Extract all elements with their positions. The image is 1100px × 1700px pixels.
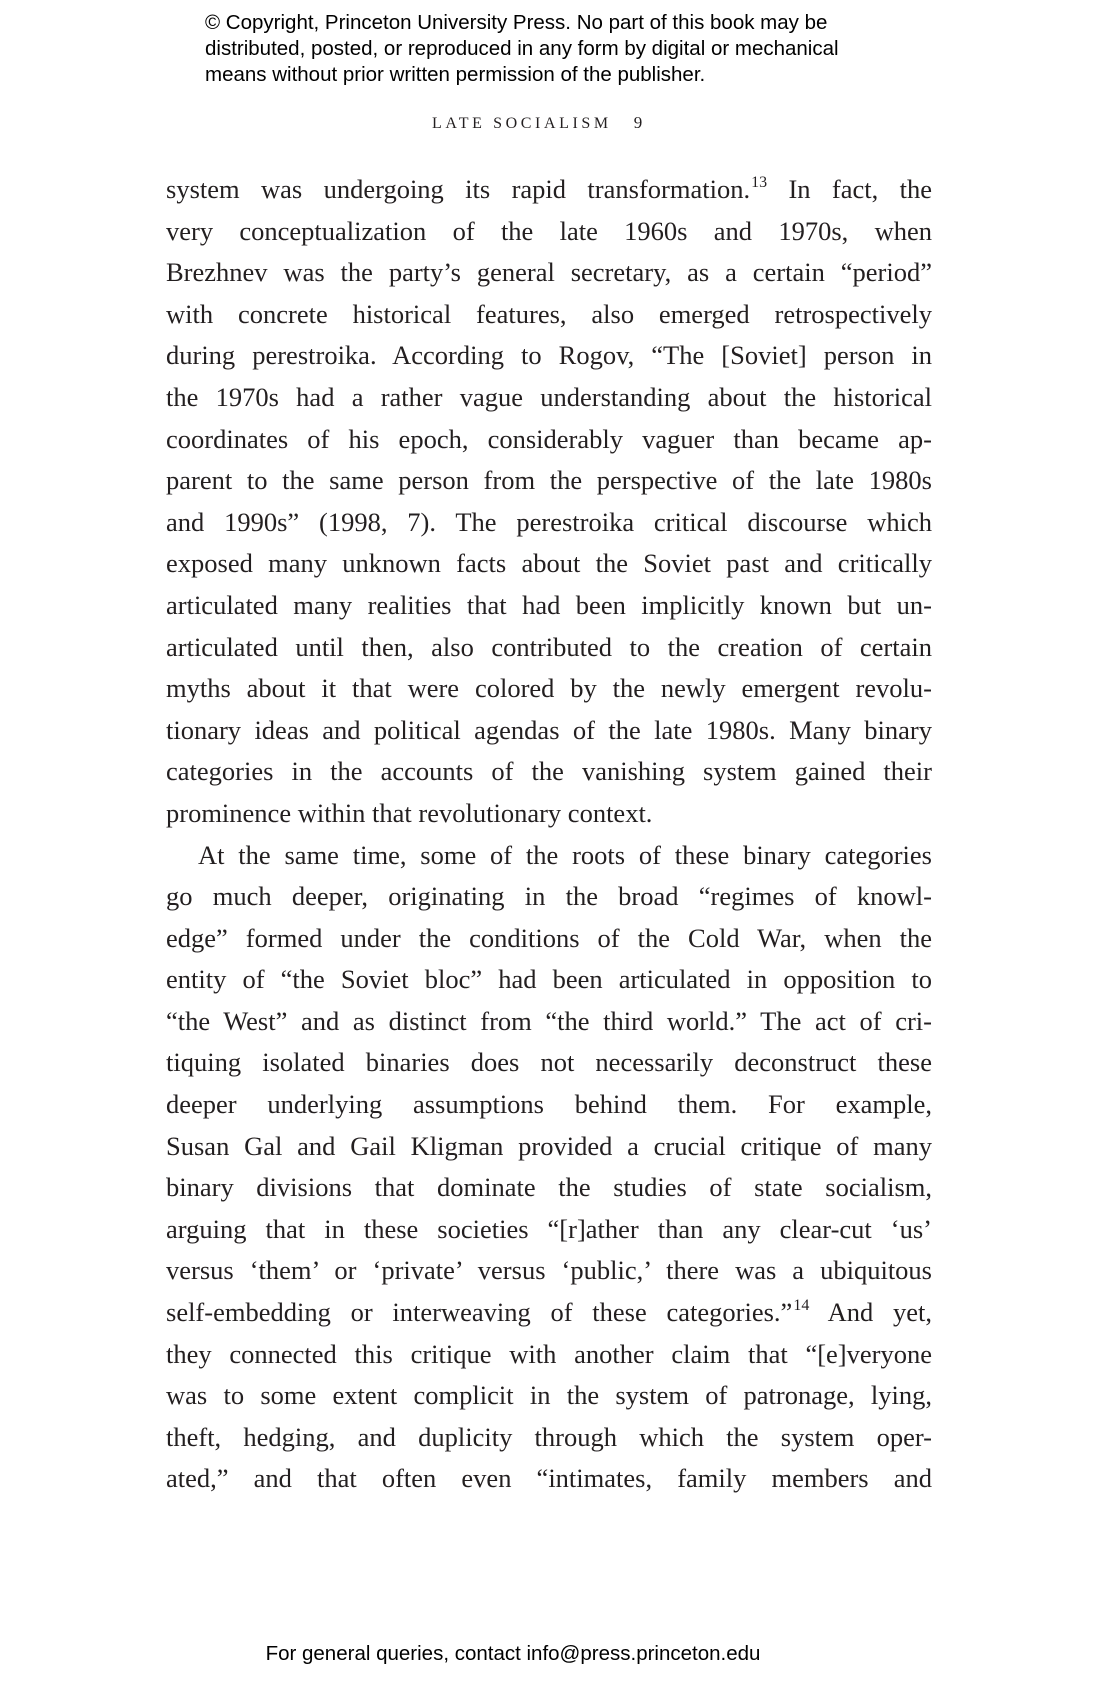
text-line: the 1970s had a rather vague understanding about the historical <box>166 381 932 412</box>
text-line: very conceptualization of the late 1960s and 1970s, when <box>166 215 932 246</box>
text-line: At the same time, some of the roots of these binary categories <box>198 839 932 870</box>
text-line: edge” formed under the conditions of the Cold War, when the <box>166 922 932 953</box>
text-line: during perestroika. According to Rogov, “The [Soviet] person in <box>166 340 932 371</box>
text-line: exposed many unknown facts about the Soviet past and critically <box>166 548 932 579</box>
text-line: ated,” and that often even “intimates, family members and <box>166 1463 932 1494</box>
text-line: Susan Gal and Gail Kligman provided a crucial critique of many <box>166 1130 932 1161</box>
text-line: theft, hedging, and duplicity through which the system oper- <box>166 1421 932 1452</box>
footnote-ref[interactable]: 13 <box>751 174 768 191</box>
copyright-line: distributed, posted, or reproduced in any form by digital or mechanical <box>205 37 839 60</box>
text-line: system was undergoing its rapid transformation.$^{13}$ In fact, the <box>166 174 933 204</box>
body-text <box>166 169 932 1500</box>
text-line: tiquing isolated binaries does not necessarily deconstruct these <box>166 1047 932 1078</box>
text-line: entity of “the Soviet bloc” had been articulated in opposition to <box>166 964 932 995</box>
footer-text: For general queries, contact info@press.princeton.edu <box>265 1642 761 1665</box>
text-line: “the West” and as distinct from “the third world.” The act of cri- <box>166 1005 932 1036</box>
text-line: and 1990s” (1998, 7). The perestroika critical discourse which <box>166 506 932 537</box>
text-line: articulated many realities that had been implicitly known but un- <box>166 589 932 620</box>
copyright-line: © Copyright, Princeton University Press. No part of this book may be <box>205 11 828 34</box>
text-line: binary divisions that dominate the studies of state socialism, <box>166 1172 932 1203</box>
text-line: self-embedding or interweaving of these categories.”$^{14}$ And yet, <box>166 1297 932 1328</box>
page-number: 9 <box>633 113 643 132</box>
text-line: Brezhnev was the party’s general secretary, as a certain “period” <box>166 257 932 288</box>
text-line: myths about it that were colored by the newly emergent revolu- <box>166 673 932 704</box>
footnote-ref[interactable]: 14 <box>793 1297 810 1315</box>
text-line: coordinates of his epoch, considerably vaguer than became ap- <box>166 423 932 454</box>
running-head-title: LATE SOCIALISM <box>432 115 612 132</box>
footer-contact <box>0 1642 1100 1666</box>
text-line: versus ‘them’ or ‘private’ versus ‘public,’ there was a ubiquitous <box>166 1255 932 1286</box>
copyright-notice <box>205 10 925 88</box>
copyright-line: means without prior written permission of the publisher. <box>205 63 706 86</box>
text-line: deeper underlying assumptions behind them. For example, <box>166 1089 932 1120</box>
text-line: categories in the accounts of the vanishing system gained their <box>166 756 932 787</box>
text-line: parent to the same person from the perspective of the late 1980s <box>166 465 932 496</box>
text-line: go much deeper, originating in the broad “regimes of knowl- <box>166 881 932 912</box>
running-head <box>432 113 642 133</box>
text-line: tionary ideas and political agendas of the late 1980s. Many binary <box>166 714 932 745</box>
text-line: prominence within that revolutionary context. <box>166 797 653 828</box>
text-line: with concrete historical features, also emerged retrospectively <box>166 298 932 329</box>
text-line: was to some extent complicit in the system of patronage, lying, <box>166 1380 932 1411</box>
text-line: articulated until then, also contributed to the creation of certain <box>166 631 932 662</box>
text-line: they connected this critique with another claim that “[e]veryone <box>166 1338 932 1369</box>
text-line: arguing that in these societies “[r]ather than any clear-cut ‘us’ <box>166 1213 932 1244</box>
